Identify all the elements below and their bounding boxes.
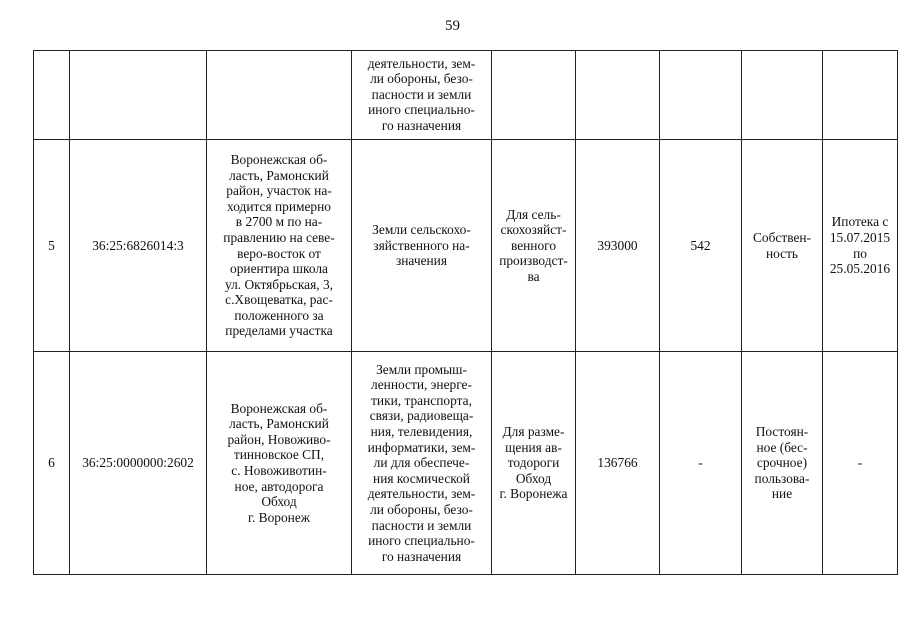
cell-value: - bbox=[660, 352, 742, 575]
cell-permitted-use bbox=[492, 51, 576, 140]
cell-cadastral-number: 36:25:0000000:2602 bbox=[70, 352, 207, 575]
cell-number: 6 bbox=[34, 352, 70, 575]
cell-right-type: Постоян- ное (бес- срочное) пользова- ние bbox=[742, 352, 823, 575]
land-registry-table bbox=[33, 50, 898, 575]
cell-permitted-use: Для сель- скохозяйст- венного производст- ва bbox=[492, 140, 576, 352]
cell-encumbrance: - bbox=[823, 352, 898, 575]
cell-value bbox=[660, 51, 742, 140]
cell-cadastral-number: 36:25:6826014:3 bbox=[70, 140, 207, 352]
cell-permitted-use: Для разме- щения ав- тодороги Обход г. Воронежа bbox=[492, 352, 576, 575]
cell-number: 5 bbox=[34, 140, 70, 352]
page-number: 59 bbox=[445, 18, 460, 34]
table-row-continuation bbox=[34, 51, 898, 140]
cell-address: Воронежская об- ласть, Рамонский район, участок на- ходится примерно в 2700 м по на- правлению на севе- веро-восток от ориентира школа ул. Октябрьская, 3, с.Хвощеватка, рас- положенного за пределами участка bbox=[207, 140, 352, 352]
cell-right-type bbox=[742, 51, 823, 140]
cell-value: 542 bbox=[660, 140, 742, 352]
cell-area: 136766 bbox=[576, 352, 660, 575]
cell-land-category: Земли сельскохо- зяйственного на- значения bbox=[352, 140, 492, 352]
cell-land-category: деятельности, зем- ли обороны, безо- пасности и земли иного специально- го назначения bbox=[352, 51, 492, 140]
cell-encumbrance: Ипотека с 15.07.2015 по 25.05.2016 bbox=[823, 140, 898, 352]
cell-address bbox=[207, 51, 352, 140]
cell-land-category: Земли промыш- ленности, энерге- тики, транспорта, связи, радиовеща- ния, телевидения, информатики, зем- ли для обеспече- ния космической деятельности, зем- ли обороны, безо- пасности и земли иного специально- го назначения bbox=[352, 352, 492, 575]
cell-right-type: Собствен- ность bbox=[742, 140, 823, 352]
table-row-6 bbox=[34, 352, 898, 575]
cell-address: Воронежская об- ласть, Рамонский район, Новоживо- тинновское СП, с. Новоживотин- ное, автодорога Обход г. Воронеж bbox=[207, 352, 352, 575]
cell-cadastral-number bbox=[70, 51, 207, 140]
table-row-5 bbox=[34, 140, 898, 352]
cell-number bbox=[34, 51, 70, 140]
cell-area bbox=[576, 51, 660, 140]
cell-area: 393000 bbox=[576, 140, 660, 352]
cell-encumbrance bbox=[823, 51, 898, 140]
